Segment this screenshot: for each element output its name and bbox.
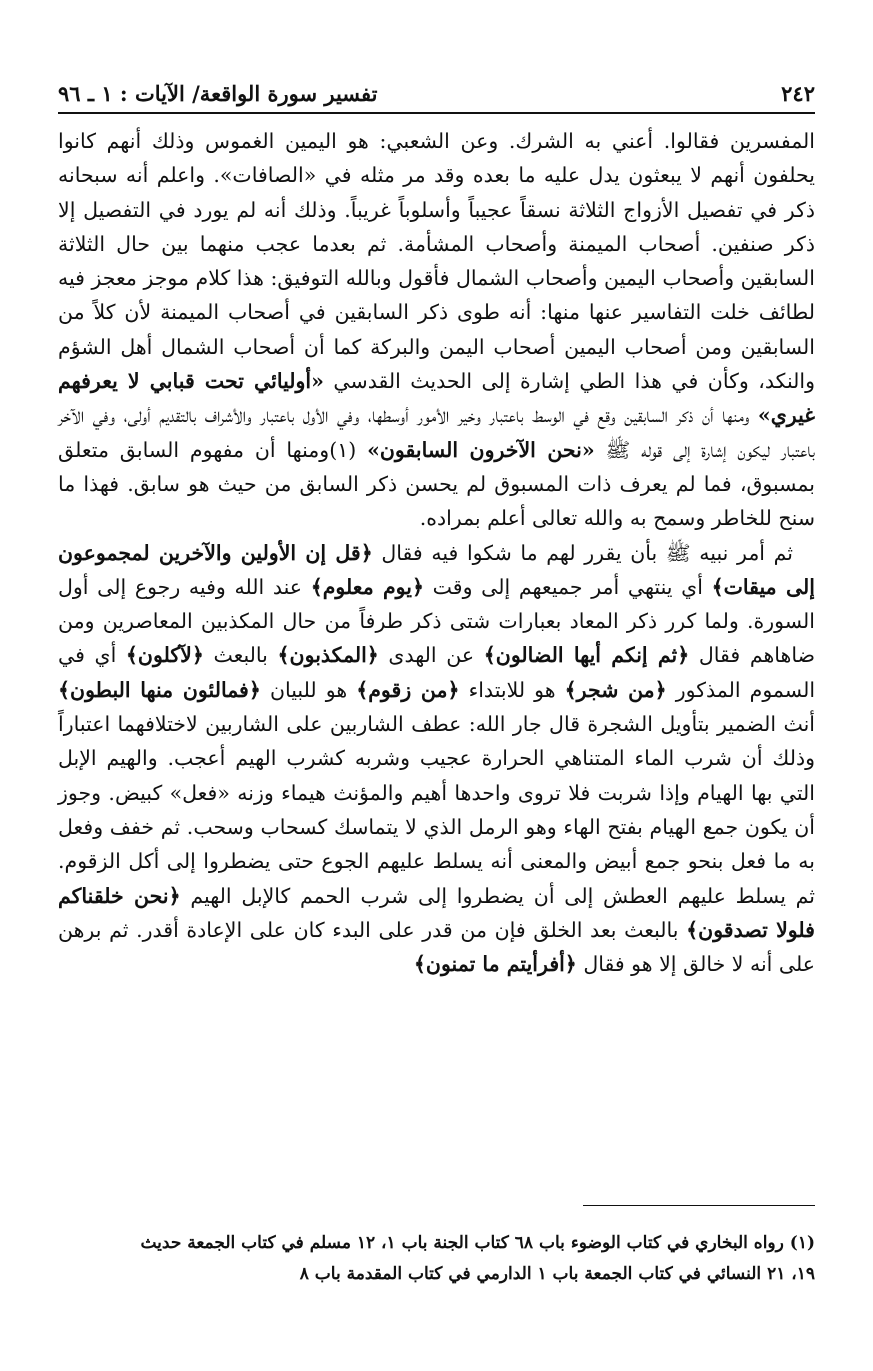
text-run: ومنها أن ذكر السابقين وقع في الوسط باعتبار وخير الأمور أوسطها، وفي الأول باعتبار والأشراف بالتقديم أولى، وفي الآخر باعتبار ليكون إشارة إلى قوله ﷺ — [58, 403, 815, 462]
text-run: المفسرين فقالوا. أعني به الشرك. وعن الشعبي: هو اليمين الغموس وذلك أنهم كانوا يحلفون أنهم لا يبعثون يدل عليه ما بعده وقد مر مثله في «الصافات». واعلم أنه سبحانه ذكر في تفصيل الأزواج الثلاثة نسقاً عجيباً وأسلوباً غريباً. وذلك أنه لم يورد في التفصيل إلا ذكر صنفين. أصحاب الميمنة وأصحاب المشأمة. ثم بعدما عجب منهما بين حال الثلاثة السابقين وأصحاب اليمين وأصحاب الشمال فأقول وبالله التوفيق: هذا كلام موجز معجز فيه لطائف خلت التفاسير عنها منها: أنه طوى ذكر السابقين في أصحاب الميمنة لأن كلاً من السابقين ومن أصحاب اليمين أصحاب اليمن والبركة كما أن أصحاب الشمال أهل الشؤم والنكد، وكأن في هذا الطي إشارة إلى الحديث القدسي — [58, 129, 815, 394]
running-title: تفسير سورة الواقعة/ الآيات : ١ ـ ٩٦ — [58, 81, 378, 106]
quran-quote: ﴿فمالئون منها البطون﴾ — [58, 677, 261, 702]
quran-quote: ﴿من شجر﴾ — [564, 677, 667, 702]
paragraph-1 — [58, 124, 815, 536]
footnote-line: ١٩، ٢١ النسائي في كتاب الجمعة باب ١ الدارمي في كتاب المقدمة باب ٨ — [299, 1264, 815, 1284]
quran-quote: ﴿لآكلون﴾ — [125, 643, 204, 668]
footnote-reference: (١) — [329, 437, 368, 462]
hadith-quote: «أوليائي تحت قبابي لا يعرفهم غيري» — [58, 369, 815, 428]
text-run: أي في السموم المذكور — [58, 643, 816, 702]
text-run: عند الله وفيه رجوع إلى أول السورة. ولما كرر ذكر المعاد بعبارات شتى ذكر طرفاً من حال المكذبين المعاصرين ومن ضاهاهم فقال — [58, 574, 815, 668]
text-run: أي ينتهي أمر جميعهم إلى وقت — [423, 574, 712, 599]
hadith-quote: «نحن الآخرون السابقون» — [367, 437, 595, 462]
quran-quote: ﴿نحن خلقناكم فلولا تصدقون﴾ — [58, 883, 815, 942]
page-header — [58, 72, 815, 114]
text-run: بالبعث — [203, 643, 278, 668]
text-run: أنث الضمير بتأويل الشجرة قال جار الله: عطف الشاربين على الشاربين لاختلافهما اعتباراً وذلك أن شرب الماء المتناهي الحرارة عجيب وشربه كشرب الهيم أعجب. والهيم الإبل التي بها الهيام وإذا شربت فلا تروى واحدها أهيم والمؤنث هيماء وزنه «فعل» كبيض. وجوز أن يكون جمع الهيام بفتح الهاء وهو الرمل الذي لا يتماسك كسحاب وسحب. ثم خفف وفعل به ما فعل بنحو جمع أبيض والمعنى أنه يسلط عليهم الجوع حتى يضطروا إلى أكل الزقوم. ثم يسلط عليهم العطش إلى أن يضطروا إلى شرب الحمم كالإبل الهيم — [58, 712, 816, 908]
footnote-line: (١) رواه البخاري في كتاب الوضوء باب ٦٨ كتاب الجنة باب ١، ١٢ مسلم في كتاب الجمعة حديث — [140, 1233, 815, 1253]
quran-quote: ﴿أفرأيتم ما تمنون﴾ — [413, 952, 577, 977]
text-run: عن الهدى — [378, 643, 484, 668]
footnotes — [58, 1228, 815, 1290]
text-run: ثم أمر نبيه ﷺ بأن يقرر لهم ما شكوا فيه فقال — [372, 540, 793, 565]
text-run: ومنها أن مفهوم السابق متعلق بمسبوق، فما لم يعرف ذات المسبوق لم يحسن ذكر السابق من حيث هو سابق. فهذا ما سنح للخاطر وسمح به والله تعالى أعلم بمراده. — [58, 437, 815, 531]
quran-quote: ﴿من زقوم﴾ — [356, 677, 460, 702]
text-run: بالبعث بعد الخلق فإن من قدر على البدء كان على الإعادة أقدر. ثم برهن على أنه لا خالق إلا هو فقال — [58, 917, 815, 977]
paragraph-2 — [58, 536, 815, 982]
main-text — [58, 124, 815, 981]
page-number: ٢٤٢ — [781, 81, 815, 106]
quran-quote: ﴿قل إن الأولين والآخرين لمجموعون إلى ميقات﴾ — [58, 540, 815, 599]
quran-quote: ﴿المكذبون﴾ — [277, 643, 379, 668]
footnote-separator — [583, 1205, 815, 1206]
quran-quote: ﴿يوم معلوم﴾ — [310, 574, 424, 599]
text-run: هو للابتداء — [459, 677, 565, 702]
text-run: هو للبيان — [260, 677, 357, 702]
quran-quote: ﴿ثم إنكم أيها الضالون﴾ — [483, 643, 690, 668]
